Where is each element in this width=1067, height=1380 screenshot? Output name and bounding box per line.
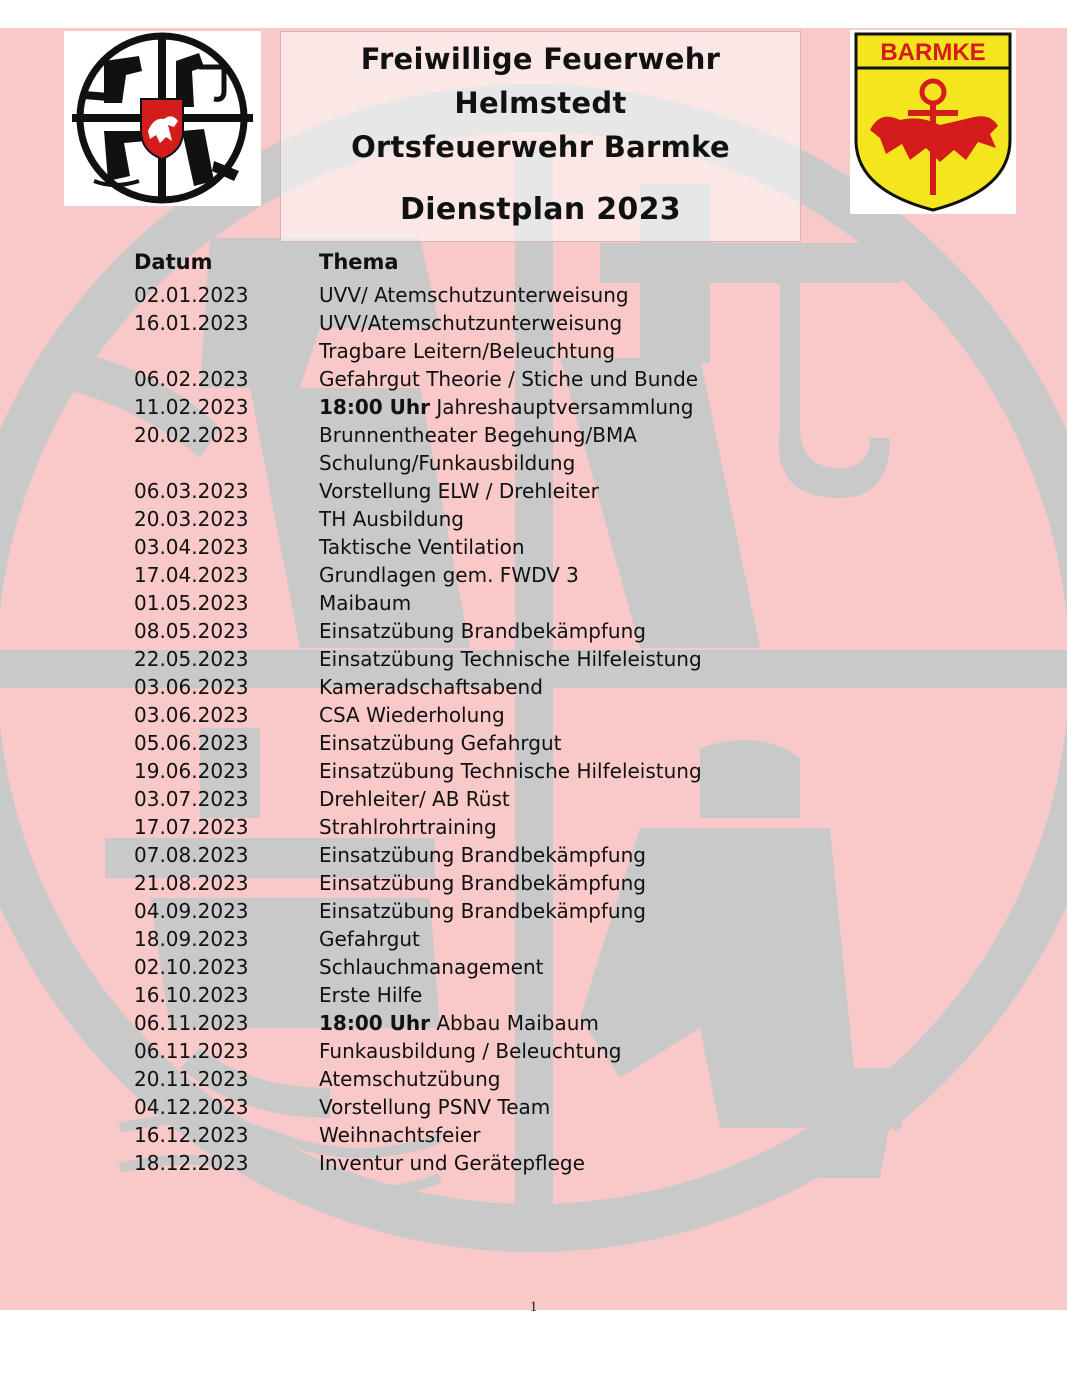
schedule-row: [0, 421, 1067, 449]
title-box: [280, 31, 801, 242]
schedule-date: 05.06.2023: [134, 731, 249, 755]
schedule-row: [0, 785, 1067, 813]
schedule-row: [0, 729, 1067, 757]
schedule-date: 11.02.2023: [134, 395, 249, 419]
schedule-date: 08.05.2023: [134, 619, 249, 643]
schedule-row: [0, 337, 1067, 365]
schedule-topic: Einsatzübung Technische Hilfeleistung: [319, 759, 702, 783]
schedule-row: [0, 897, 1067, 925]
schedule-date: 18.12.2023: [134, 1151, 249, 1175]
title-line-2: Helmstedt: [454, 86, 627, 120]
schedule-date: 22.05.2023: [134, 647, 249, 671]
schedule-topic: Tragbare Leitern/Beleuchtung: [319, 339, 616, 363]
schedule-topic: Erste Hilfe: [319, 983, 423, 1007]
schedule-topic: Drehleiter/ AB Rüst: [319, 787, 510, 811]
schedule-topic: Strahlrohrtraining: [319, 815, 497, 839]
schedule-date: 07.08.2023: [134, 843, 249, 867]
schedule-row: [0, 477, 1067, 505]
schedule-date: 16.01.2023: [134, 311, 249, 335]
schedule-date: 20.02.2023: [134, 423, 249, 447]
schedule-topic: Gefahrgut Theorie / Stiche und Bunde: [319, 367, 699, 391]
schedule-row: [0, 393, 1067, 421]
schedule-topic: Gefahrgut: [319, 927, 420, 951]
schedule-date: 16.12.2023: [134, 1123, 249, 1147]
schedule-row: [0, 505, 1067, 533]
schedule-date: 04.12.2023: [134, 1095, 249, 1119]
schedule-row: [0, 1093, 1067, 1121]
schedule-date: 03.07.2023: [134, 787, 249, 811]
schedule-row: [0, 869, 1067, 897]
schedule-topic: 18:00 Uhr Jahreshauptversammlung: [319, 395, 694, 419]
schedule-row: [0, 589, 1067, 617]
schedule-row: [0, 1065, 1067, 1093]
schedule-row: [0, 701, 1067, 729]
schedule-date: 03.06.2023: [134, 675, 249, 699]
schedule-topic: Maibaum: [319, 591, 412, 615]
schedule-row: [0, 561, 1067, 589]
schedule-row: [0, 533, 1067, 561]
schedule-date: 20.11.2023: [134, 1067, 249, 1091]
schedule-row: [0, 309, 1067, 337]
schedule-topic: Einsatzübung Brandbekämpfung: [319, 619, 646, 643]
shield-title: BARMKE: [880, 39, 986, 66]
schedule-date: 16.10.2023: [134, 983, 249, 1007]
schedule-date: 06.02.2023: [134, 367, 249, 391]
schedule-topic: Schulung/Funkausbildung: [319, 451, 576, 475]
title-line-1: Freiwillige Feuerwehr: [360, 42, 721, 76]
schedule-topic: Weihnachtsfeier: [319, 1123, 481, 1147]
schedule-topic: Atemschutzübung: [319, 1067, 501, 1091]
schedule-date: 19.06.2023: [134, 759, 249, 783]
schedule-topic: Brunnentheater Begehung/BMA: [319, 423, 637, 447]
schedule-date: 01.05.2023: [134, 591, 249, 615]
schedule-list: [0, 281, 1067, 1177]
schedule-row: [0, 813, 1067, 841]
barmke-shield-logo: [850, 30, 1016, 214]
schedule-topic: Schlauchmanagement: [319, 955, 544, 979]
schedule-date: 02.10.2023: [134, 955, 249, 979]
schedule-row: [0, 1121, 1067, 1149]
schedule-row: [0, 953, 1067, 981]
schedule-topic: Einsatzübung Gefahrgut: [319, 731, 562, 755]
schedule-date: 04.09.2023: [134, 899, 249, 923]
schedule-row: [0, 925, 1067, 953]
schedule-date: 02.01.2023: [134, 283, 249, 307]
schedule-topic: CSA Wiederholung: [319, 703, 505, 727]
schedule-topic: Kameradschaftsabend: [319, 675, 543, 699]
schedule-date: 17.07.2023: [134, 815, 249, 839]
schedule-topic: Vorstellung ELW / Drehleiter: [319, 479, 599, 503]
schedule-topic: Taktische Ventilation: [319, 535, 525, 559]
schedule-topic: 18:00 Uhr Abbau Maibaum: [319, 1011, 599, 1035]
schedule-date: 21.08.2023: [134, 871, 249, 895]
barmke-shield-icon: [850, 30, 1016, 214]
schedule-date: 06.11.2023: [134, 1039, 249, 1063]
column-header-date: Datum: [134, 250, 213, 274]
schedule-topic: Vorstellung PSNV Team: [319, 1095, 551, 1119]
schedule-row: [0, 1037, 1067, 1065]
schedule-row: [0, 757, 1067, 785]
schedule-row: [0, 645, 1067, 673]
schedule-date: 03.06.2023: [134, 703, 249, 727]
fire-department-logo: [64, 31, 261, 206]
schedule-row: [0, 841, 1067, 869]
schedule-row: [0, 1149, 1067, 1177]
column-header-topic: Thema: [319, 250, 399, 274]
schedule-row: [0, 449, 1067, 477]
schedule-date: 18.09.2023: [134, 927, 249, 951]
schedule-row: [0, 673, 1067, 701]
schedule-row: [0, 365, 1067, 393]
schedule-topic: Einsatzübung Brandbekämpfung: [319, 843, 646, 867]
schedule-topic: Einsatzübung Brandbekämpfung: [319, 871, 646, 895]
schedule-topic: UVV/ Atemschutzunterweisung: [319, 283, 629, 307]
schedule-date: 03.04.2023: [134, 535, 249, 559]
schedule-topic: TH Ausbildung: [319, 507, 464, 531]
schedule-row: [0, 281, 1067, 309]
schedule-row: [0, 1009, 1067, 1037]
schedule-title: Dienstplan 2023: [400, 192, 681, 227]
schedule-row: [0, 981, 1067, 1009]
schedule-date: 17.04.2023: [134, 563, 249, 587]
schedule-topic: Einsatzübung Technische Hilfeleistung: [319, 647, 702, 671]
schedule-date: 06.03.2023: [134, 479, 249, 503]
schedule-topic: UVV/Atemschutzunterweisung: [319, 311, 623, 335]
schedule-row: [0, 617, 1067, 645]
schedule-topic: Einsatzübung Brandbekämpfung: [319, 899, 646, 923]
schedule-date: 06.11.2023: [134, 1011, 249, 1035]
fire-department-emblem-icon: [64, 31, 261, 206]
page-number: 1: [529, 1299, 538, 1315]
schedule-topic: Grundlagen gem. FWDV 3: [319, 563, 579, 587]
schedule-topic: Inventur und Gerätepflege: [319, 1151, 585, 1175]
schedule-date: 20.03.2023: [134, 507, 249, 531]
title-line-3: Ortsfeuerwehr Barmke: [351, 130, 730, 164]
schedule-topic: Funkausbildung / Beleuchtung: [319, 1039, 622, 1063]
